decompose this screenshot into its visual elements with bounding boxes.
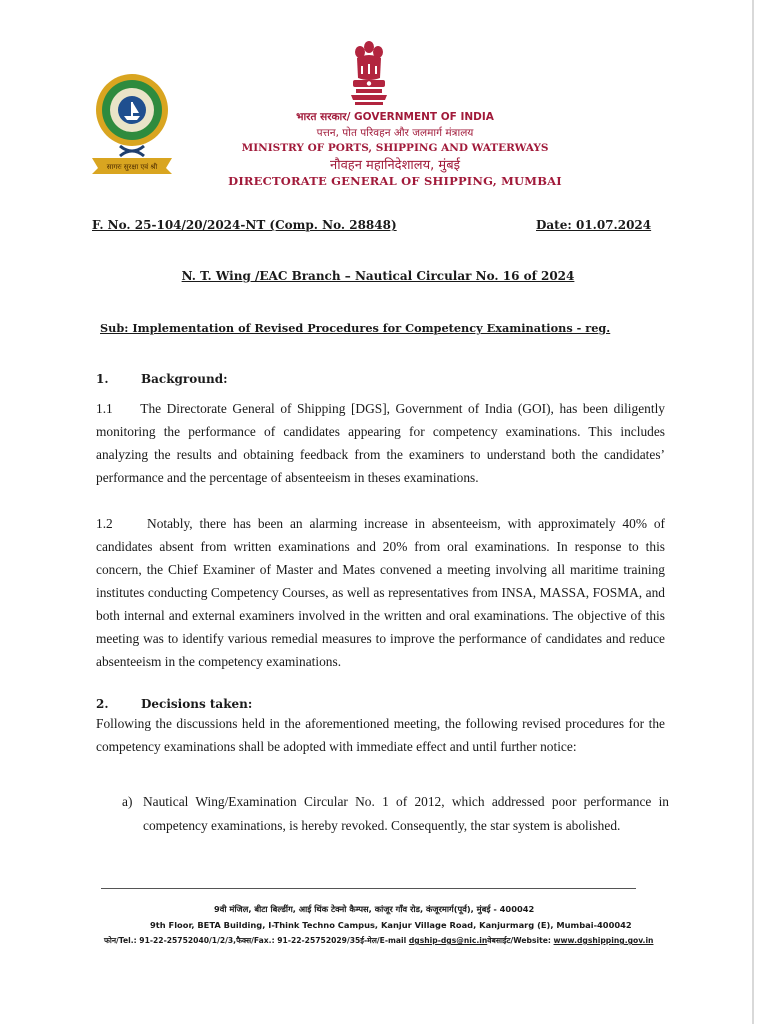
footer-website-link[interactable]: www.dgshipping.gov.in [553, 936, 654, 945]
header-line-directorate-hindi: नौवहन महानिदेशालय, मुंबई [330, 157, 460, 173]
paragraph-2: Following the discussions held in the aforementioned meeting, the following revised procedures for the competency examinations shall be adopted with immediate effect and until further notice: [96, 716, 665, 754]
footer-email-link[interactable]: dgship-dgs@nic.in [408, 936, 488, 945]
section-number: 2. [96, 697, 109, 711]
footer-website-label: वेबसाईट/Website: [487, 936, 554, 945]
footer-phone-fax: फोन/Tel.: 91-22-25752040/1/2/3,फैक्स/Fax.: 91-22-25752029/35ई-मेल/E-mail [104, 936, 409, 945]
paragraph-1-1: 1.1 The Directorate General of Shipping [DGS], Government of India (GOI), has been diligently monitoring the performance of candidates appearing for competency examinations. This includes analyzing the results and obtaining feedback from the examiners to understand both the candidates’ performance and the percentage of absenteeism in theses examinations. [96, 401, 665, 485]
header-line-ministry-hindi: पत्तन, पोत परिवहन और जलमार्ग मंत्रालय [316, 126, 474, 139]
file-number: F. No. 25-104/20/2024-NT (Comp. No. 28848) [92, 218, 397, 232]
national-emblem-icon [343, 38, 395, 108]
subject-line: Sub: Implementation of Revised Procedures for Competency Examinations - reg. [100, 321, 611, 335]
document-date: Date: 01.07.2024 [536, 218, 652, 232]
footer-address-english: 9th Floor, BETA Building, I-Think Techno Campus, Kanjur Village Road, Kanjurmarg (E), Mumbai-400042 [150, 920, 632, 930]
circular-title: N. T. Wing /EAC Branch – Nautical Circular No. 16 of 2024 [181, 269, 575, 283]
dgs-logo-icon [86, 72, 178, 176]
section-title: Decisions taken: [141, 697, 253, 711]
section-number: 1. [96, 372, 109, 386]
list-item-text: Nautical Wing/Examination Circular No. 1 of 2012, which addressed poor performance in competency examinations, is hereby revoked. Consequently, the star system is abolished. [143, 794, 669, 833]
footer-contact [104, 936, 653, 946]
footer-divider [101, 888, 636, 889]
footer-address-hindi: 9वी मंजिल, बीटा बिल्डींग, आई थिंक टेक्नो कैम्पस, कांजूर गाँव रोड, कंजूरमार्ग(पूर्व), मुंबई - 400042 [214, 904, 535, 914]
government-header [200, 112, 590, 187]
svg-text:सागरः सुरक्षा एवं श्री: सागरः सुरक्षा एवं श्री [106, 163, 158, 171]
list-item-a [122, 790, 669, 838]
page-edge [752, 0, 754, 1024]
list-marker: a) [122, 794, 133, 809]
paragraph-1-2: 1.2 Notably, there has been an alarming increase in absenteeism, with approximately 40% of candidates absent from written examinations and 20% from oral examinations. In response to this concern, the Chief Examiner of Master and Mates convened a meeting involving all maritime training institutes conducting Competency Courses, as well as representatives from INSA, MASSA, FOSMA, and both internal and external examiners involved in the written and oral examinations. The objective of this meeting was to identify various remedial measures to improve the performance of candidates and reduce absenteeism in the competency examinations. [96, 516, 665, 669]
header-line-directorate: DIRECTORATE GENERAL OF SHIPPING, MUMBAI [228, 173, 562, 188]
header-line-ministry: MINISTRY OF PORTS, SHIPPING AND WATERWAYS [241, 142, 549, 154]
section-title: Background: [141, 372, 228, 386]
header-line-government: भारत सरकार/ GOVERNMENT OF INDIA [296, 111, 494, 123]
